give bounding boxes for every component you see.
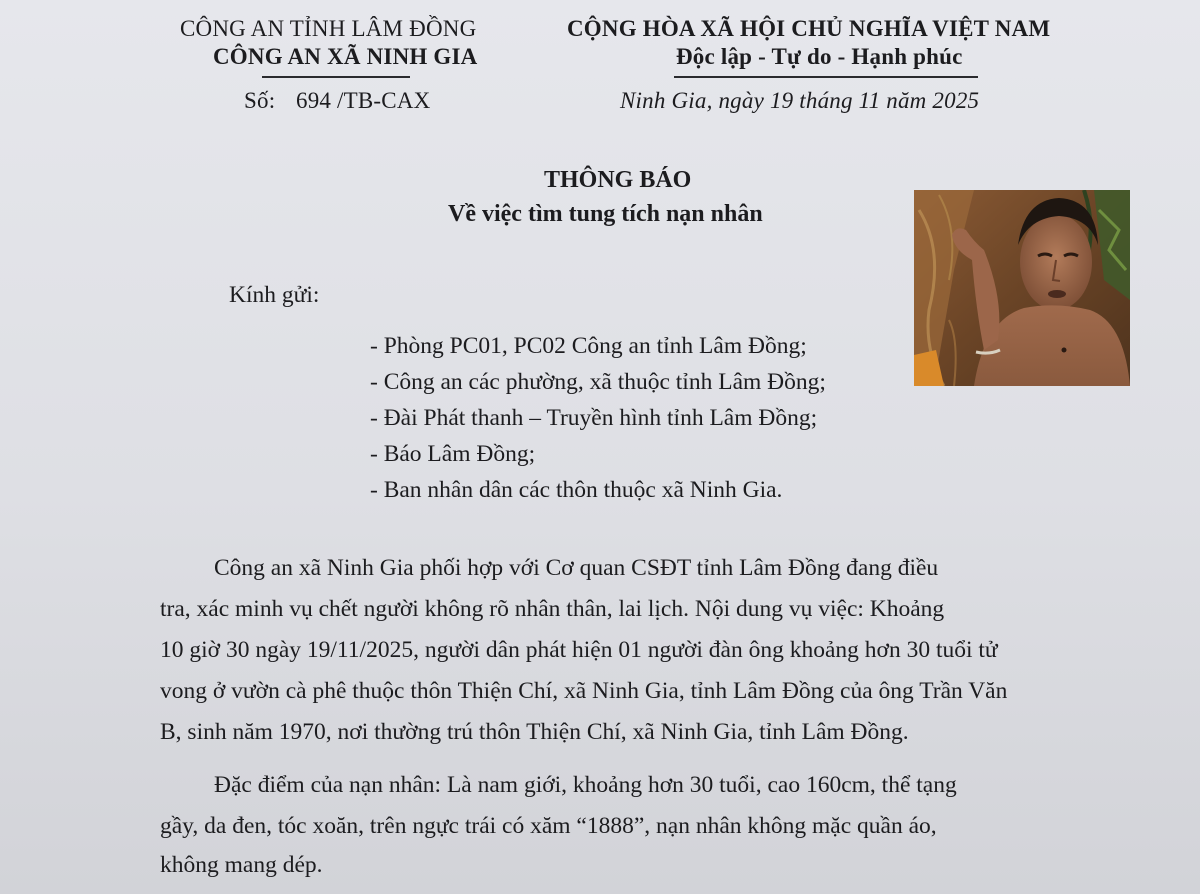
national-motto: Độc lập - Tự do - Hạnh phúc xyxy=(676,44,963,69)
recipients-label: Kính gửi: xyxy=(229,282,320,308)
recipient-item: - Ban nhân dân các thôn thuộc xã Ninh Gia. xyxy=(370,477,783,503)
recipient-item: - Đài Phát thanh – Truyền hình tỉnh Lâm Đồng; xyxy=(370,405,818,431)
issue-date: Ninh Gia, ngày 19 tháng 11 năm 2025 xyxy=(620,88,980,113)
paragraph-line: Đặc điểm của nạn nhân: Là nam giới, khoảng hơn 30 tuổi, cao 160cm, thể tạng xyxy=(214,772,957,798)
recipient-item: - Phòng PC01, PC02 Công an tỉnh Lâm Đồng; xyxy=(370,333,807,359)
paragraph-line: 10 giờ 30 ngày 19/11/2025, người dân phát hiện 01 người đàn ông khoảng hơn 30 tuổi tử xyxy=(160,637,998,663)
motto-underline xyxy=(674,76,978,78)
agency-parent: CÔNG AN TỈNH LÂM ĐỒNG xyxy=(180,16,477,41)
paragraph-line: không mang dép. xyxy=(160,852,323,878)
recipient-item: - Báo Lâm Đồng; xyxy=(370,441,536,467)
agency-underline xyxy=(262,76,410,78)
paragraph-line: B, sinh năm 1970, nơi thường trú thôn Thiện Chí, xã Ninh Gia, tỉnh Lâm Đồng. xyxy=(160,719,909,745)
paragraph-line: Công an xã Ninh Gia phối hợp với Cơ quan CSĐT tỉnh Lâm Đồng đang điều xyxy=(214,555,939,581)
agency-name: CÔNG AN XÃ NINH GIA xyxy=(213,44,478,69)
paragraph-line: gầy, da đen, tóc xoăn, trên ngực trái có xăm “1888”, nạn nhân không mặc quần áo, xyxy=(160,813,937,839)
document-number: 694 /TB-CAX xyxy=(296,88,431,113)
paragraph-line: tra, xác minh vụ chết người không rõ nhân thân, lai lịch. Nội dung vụ việc: Khoảng xyxy=(160,596,945,622)
recipient-item: - Công an các phường, xã thuộc tỉnh Lâm Đồng; xyxy=(370,369,826,395)
victim-photo xyxy=(914,190,1130,386)
document-subtitle: Về việc tìm tung tích nạn nhân xyxy=(448,201,763,227)
document-number-label: Số: xyxy=(244,88,276,113)
national-title: CỘNG HÒA XÃ HỘI CHỦ NGHĨA VIỆT NAM xyxy=(567,16,1051,41)
document-title: THÔNG BÁO xyxy=(544,167,692,193)
paragraph-line: vong ở vườn cà phê thuộc thôn Thiện Chí, xã Ninh Gia, tỉnh Lâm Đồng của ông Trần Văn xyxy=(160,678,1008,704)
